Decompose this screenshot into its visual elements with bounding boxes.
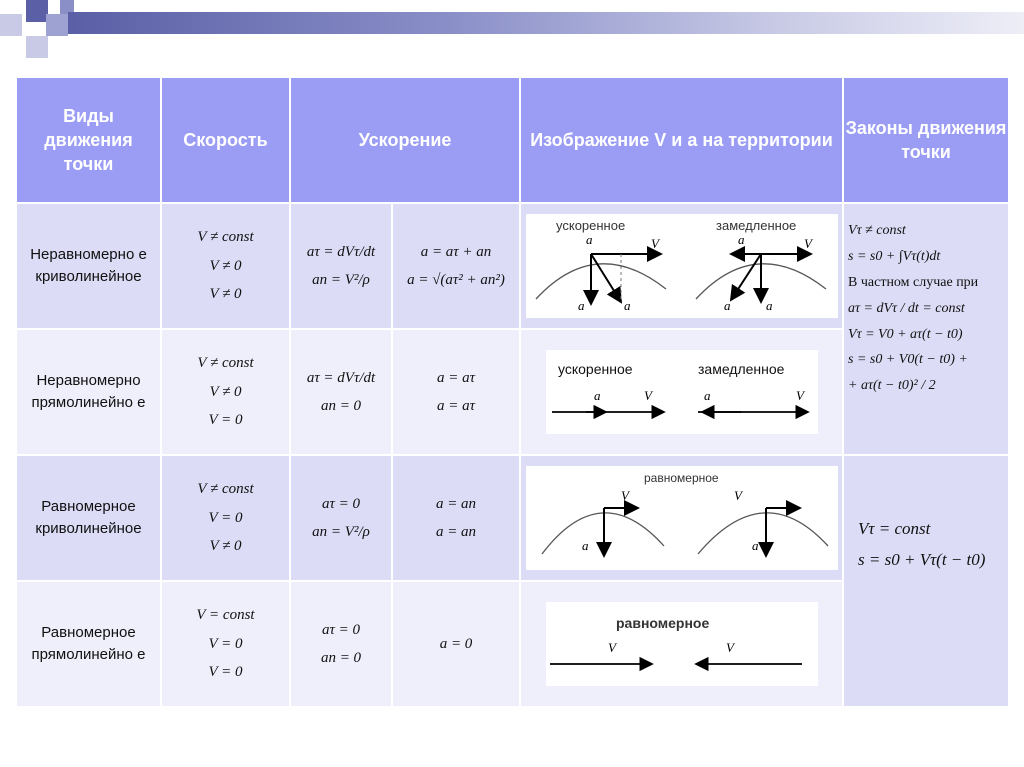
label-a-n: a	[765, 298, 773, 313]
label-a: a	[703, 388, 711, 403]
laws-nonuniform-cell	[843, 203, 1009, 455]
formula: V = 0	[208, 509, 243, 526]
formula: a = an	[435, 495, 477, 512]
formula: V ≠ 0	[209, 286, 242, 303]
accel-components-cell	[290, 455, 392, 581]
velocity-cell	[161, 203, 290, 329]
formula: aτ = 0	[322, 495, 360, 512]
accel-total-cell	[392, 581, 520, 707]
formula: an = V²/ρ	[312, 272, 370, 288]
formula: V ≠ 0	[209, 257, 242, 274]
accel-total-cell	[392, 329, 520, 455]
velocity-cell	[161, 329, 290, 455]
laws-uniform-cell	[843, 455, 1009, 707]
velocity-cell	[161, 581, 290, 707]
formula: V ≠ const	[197, 481, 254, 498]
formula: a = aτ	[437, 369, 475, 386]
header-laws-text: Законы движения точки	[845, 117, 1007, 162]
label-a: a	[723, 298, 731, 313]
kind-cell: Неравномерно прямолинейно е	[16, 329, 161, 455]
label-a: a	[751, 538, 759, 553]
formula: V ≠ const	[197, 355, 254, 372]
formula: a = √(aτ² + an²)	[407, 272, 505, 288]
curvilinear-nonuniform-diagram	[526, 214, 838, 318]
label-a-n: a	[577, 298, 585, 313]
label-a: a	[581, 538, 589, 553]
kind-cell: Равномерное криволинейное	[16, 455, 161, 581]
formula: aτ = dVτ/dt	[306, 369, 376, 386]
formula: a = aτ	[437, 398, 475, 414]
label-a-tau: a	[737, 232, 745, 247]
header-kinds	[16, 77, 161, 203]
formula: an = 0	[320, 650, 362, 666]
accel-total-cell	[392, 203, 520, 329]
image-cell	[520, 203, 843, 329]
image-cell	[520, 455, 843, 581]
table-row	[16, 203, 1009, 329]
label-v: V	[795, 388, 804, 403]
header-acceleration	[290, 77, 520, 203]
header-row	[16, 77, 1009, 203]
label-uniform: равномерное	[615, 615, 709, 631]
rectilinear-nonuniform-diagram	[546, 350, 818, 434]
accel-components-cell	[290, 581, 392, 707]
formula: V = const	[196, 607, 255, 624]
header-laws	[843, 77, 1009, 203]
label-decelerated: замедленное	[697, 361, 784, 377]
header-gradient-bar	[68, 12, 1024, 34]
label-decelerated: замедленное	[715, 218, 796, 233]
kind-cell: Равномерное прямолинейно е	[16, 581, 161, 707]
law-formula: Vτ = V0 + aτ(t − t0)	[848, 326, 963, 342]
law-formula: s = s0 + ∫Vτ(t)dt	[848, 248, 941, 264]
formula: aτ = dVτ/dt	[306, 243, 376, 260]
header-image	[520, 77, 843, 203]
label-v: V	[725, 640, 734, 655]
label-v: V	[643, 388, 652, 403]
formula: V ≠ const	[197, 229, 254, 246]
image-cell	[520, 581, 843, 707]
label-v: V	[650, 236, 659, 251]
formula: V = 0	[208, 635, 243, 652]
accel-components-cell	[290, 329, 392, 455]
law-formula: aτ = dVτ / dt = const	[848, 300, 965, 316]
kind-cell: Неравномерно е криволинейное	[16, 203, 161, 329]
accel-total-cell	[392, 455, 520, 581]
header-velocity	[161, 77, 290, 203]
motion-table	[15, 76, 1010, 708]
law-note: В частном случае при	[848, 274, 979, 290]
law-formula: s = s0 + Vτ(t − t0)	[858, 549, 986, 569]
label-accelerated: ускоренное	[555, 218, 625, 233]
formula: a = 0	[439, 635, 473, 652]
formula: V ≠ 0	[209, 538, 242, 555]
label-uniform: равномерное	[643, 471, 719, 485]
accel-components-cell	[290, 203, 392, 329]
label-a: a	[623, 298, 631, 313]
formula: an = 0	[320, 398, 362, 414]
formula: V = 0	[208, 664, 243, 681]
law-formula: Vτ ≠ const	[848, 223, 906, 238]
header-kinds-text: Виды движения точки	[44, 105, 133, 175]
formula: an = V²/ρ	[312, 524, 370, 540]
label-a: a	[593, 388, 601, 403]
formula: a = aτ + an	[420, 243, 492, 260]
law-formula: Vτ = const	[858, 519, 931, 538]
header-image-text: Изображение V и а на территории	[530, 129, 833, 150]
image-cell	[520, 329, 843, 455]
label-v: V	[803, 236, 812, 251]
header-velocity-text: Скорость	[183, 129, 268, 150]
rectilinear-uniform-diagram	[546, 602, 818, 686]
formula: a = an	[435, 524, 477, 540]
formula: aτ = 0	[322, 621, 360, 638]
label-v: V	[733, 488, 742, 503]
label-v: V	[620, 488, 629, 503]
label-a-tau: a	[585, 232, 593, 247]
table-row	[16, 455, 1009, 581]
label-v: V	[607, 640, 616, 655]
law-formula: + aτ(t − t0)² / 2	[848, 378, 936, 394]
header-acceleration-text: Ускорение	[358, 129, 452, 150]
formula: V ≠ 0	[209, 383, 242, 400]
formula: V = 0	[208, 412, 243, 429]
label-accelerated: ускоренное	[557, 361, 633, 377]
velocity-cell	[161, 455, 290, 581]
law-formula: s = s0 + V0(t − t0) +	[848, 352, 968, 368]
curvilinear-uniform-diagram	[526, 466, 838, 570]
